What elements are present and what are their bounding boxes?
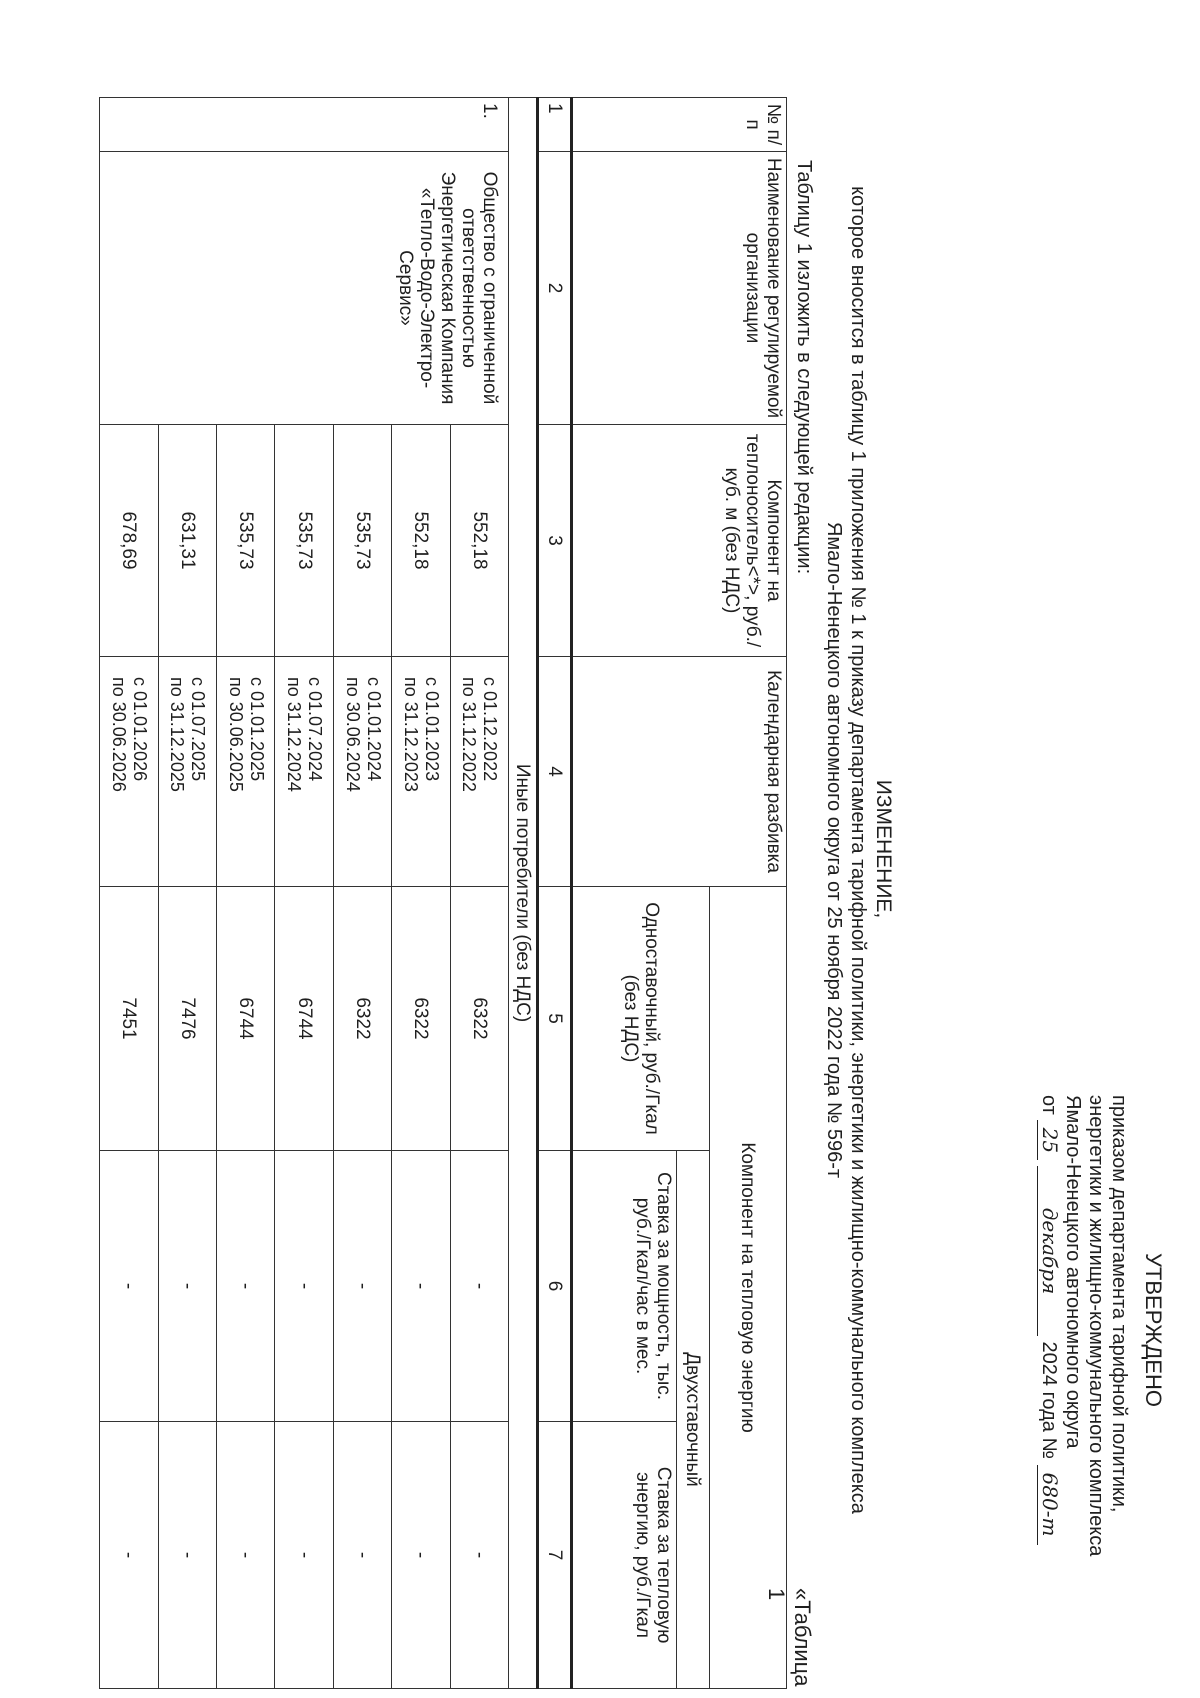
approval-line-2: энергетики и жилищно-коммунального комплекса xyxy=(1085,1095,1107,1557)
col-number-cell: 2 xyxy=(537,152,571,425)
tariff-table xyxy=(99,97,787,1689)
col-number-cell: 5 xyxy=(537,887,571,1151)
header-calendar: Календарная разбивка xyxy=(571,657,786,887)
period-from: с 01.12.2022 xyxy=(480,677,501,782)
period-to: по 31.12.2023 xyxy=(401,677,421,792)
header-capacity: Ставка за мощность, тыс. руб./Гкал/час в мес. xyxy=(571,1151,676,1422)
approval-number: 680-т xyxy=(1037,1465,1061,1545)
row-number: 1. xyxy=(100,98,509,152)
approval-date-prefix: от xyxy=(1038,1095,1060,1115)
period-cell xyxy=(333,657,391,887)
change-description: которое вносится в таблицу 1 приложения № 1 к приказу департамента тарифной политики, энергетики и жилищно-коммунального комплекса Ямало-Ненецкого автономного округа от 25 ноября 2022 года № 596-т xyxy=(823,186,869,1514)
approval-line-1: приказом департамента тарифной политики, xyxy=(1108,1095,1130,1513)
col-number-cell: 1 xyxy=(537,98,571,152)
period-cell xyxy=(450,657,508,887)
change-title: ИЗМЕНЕНИЕ, xyxy=(872,779,895,919)
header-two: Двухставочный xyxy=(676,1151,709,1689)
energy-rate: - xyxy=(158,1422,216,1689)
col-number-cell: 7 xyxy=(537,1422,571,1689)
carrier-value: 631,31 xyxy=(158,425,216,657)
period-cell xyxy=(392,657,450,887)
period-from: с 01.01.2026 xyxy=(129,677,150,782)
capacity-rate: - xyxy=(100,1151,159,1422)
approval-title: УТВЕРЖДЕНО xyxy=(1141,1252,1166,1408)
approval-block xyxy=(1037,1095,1165,1695)
period-from: с 01.07.2025 xyxy=(188,677,209,782)
energy-rate: - xyxy=(450,1422,508,1689)
carrier-value: 535,73 xyxy=(216,425,274,657)
group-header: Иные потребители (без НДС) xyxy=(509,98,538,1689)
approval-date-line xyxy=(1037,1095,1061,1695)
carrier-value: 535,73 xyxy=(275,425,333,657)
header-thermal: Компонент на тепловую энергию xyxy=(709,887,786,1689)
period-from: с 01.01.2024 xyxy=(363,677,384,782)
period-to: по 30.06.2024 xyxy=(342,677,363,792)
energy-rate: - xyxy=(275,1422,333,1689)
col-number-cell: 4 xyxy=(537,657,571,887)
header-org: Наименование регулируемой организации xyxy=(571,152,786,425)
carrier-value: 535,73 xyxy=(333,425,391,657)
capacity-rate: - xyxy=(450,1151,508,1422)
energy-rate: - xyxy=(392,1422,450,1689)
period-cell xyxy=(275,657,333,887)
energy-rate: - xyxy=(216,1422,274,1689)
table-intro: Таблицу 1 изложить в следующей редакции: xyxy=(793,160,815,575)
single-rate: 6744 xyxy=(275,887,333,1151)
single-rate: 6322 xyxy=(450,887,508,1151)
carrier-value: 552,18 xyxy=(450,425,508,657)
single-rate: 6322 xyxy=(333,887,391,1151)
approval-day: 25 xyxy=(1037,1120,1061,1160)
capacity-rate: - xyxy=(216,1151,274,1422)
period-from: с 01.01.2023 xyxy=(422,677,442,782)
capacity-rate: - xyxy=(158,1151,216,1422)
header-carrier: Компонент на теплоноситель<*>, руб./куб. м (без НДС) xyxy=(571,425,786,657)
capacity-rate: - xyxy=(275,1151,333,1422)
period-cell xyxy=(216,657,274,887)
table-row xyxy=(450,98,508,1689)
single-rate: 6744 xyxy=(216,887,274,1151)
period-cell xyxy=(100,657,159,887)
capacity-rate: - xyxy=(333,1151,391,1422)
period-from: с 01.01.2025 xyxy=(246,677,267,782)
col-number-cell: 6 xyxy=(537,1151,571,1422)
single-rate: 7476 xyxy=(158,887,216,1151)
header-single: Одноставочный, руб./Гкал (без НДС) xyxy=(571,887,709,1151)
table-label: «Таблица 1 xyxy=(764,1588,815,1687)
approval-year-text: 2024 года № xyxy=(1038,1341,1060,1459)
period-to: по 31.12.2025 xyxy=(167,677,188,792)
header-energy: Ставка за тепловую энергию, руб./Гкал xyxy=(571,1422,676,1689)
period-to: по 31.12.2024 xyxy=(284,677,305,792)
col-number-cell: 3 xyxy=(537,425,571,657)
approval-line-3: Ямало-Ненецкого автономного округа xyxy=(1062,1095,1084,1449)
energy-rate: - xyxy=(333,1422,391,1689)
carrier-value: 678,69 xyxy=(100,425,159,657)
period-from: с 01.07.2024 xyxy=(305,677,326,782)
period-cell xyxy=(158,657,216,887)
period-to: по 30.06.2025 xyxy=(225,677,246,792)
energy-rate: - xyxy=(100,1422,159,1689)
approval-month: декабря xyxy=(1037,1166,1061,1336)
single-rate: 6322 xyxy=(392,887,450,1151)
capacity-rate: - xyxy=(392,1151,450,1422)
single-rate: 7451 xyxy=(100,887,159,1151)
period-to: по 30.06.2026 xyxy=(108,677,129,792)
organization-name: Общество с ограниченной ответственностью Энергетическая Компания «Тепло-Водо-Электро-Сервис» xyxy=(100,152,509,425)
carrier-value: 552,18 xyxy=(392,425,450,657)
header-num: № п/п xyxy=(571,98,786,152)
period-to: по 31.12.2022 xyxy=(459,677,480,792)
